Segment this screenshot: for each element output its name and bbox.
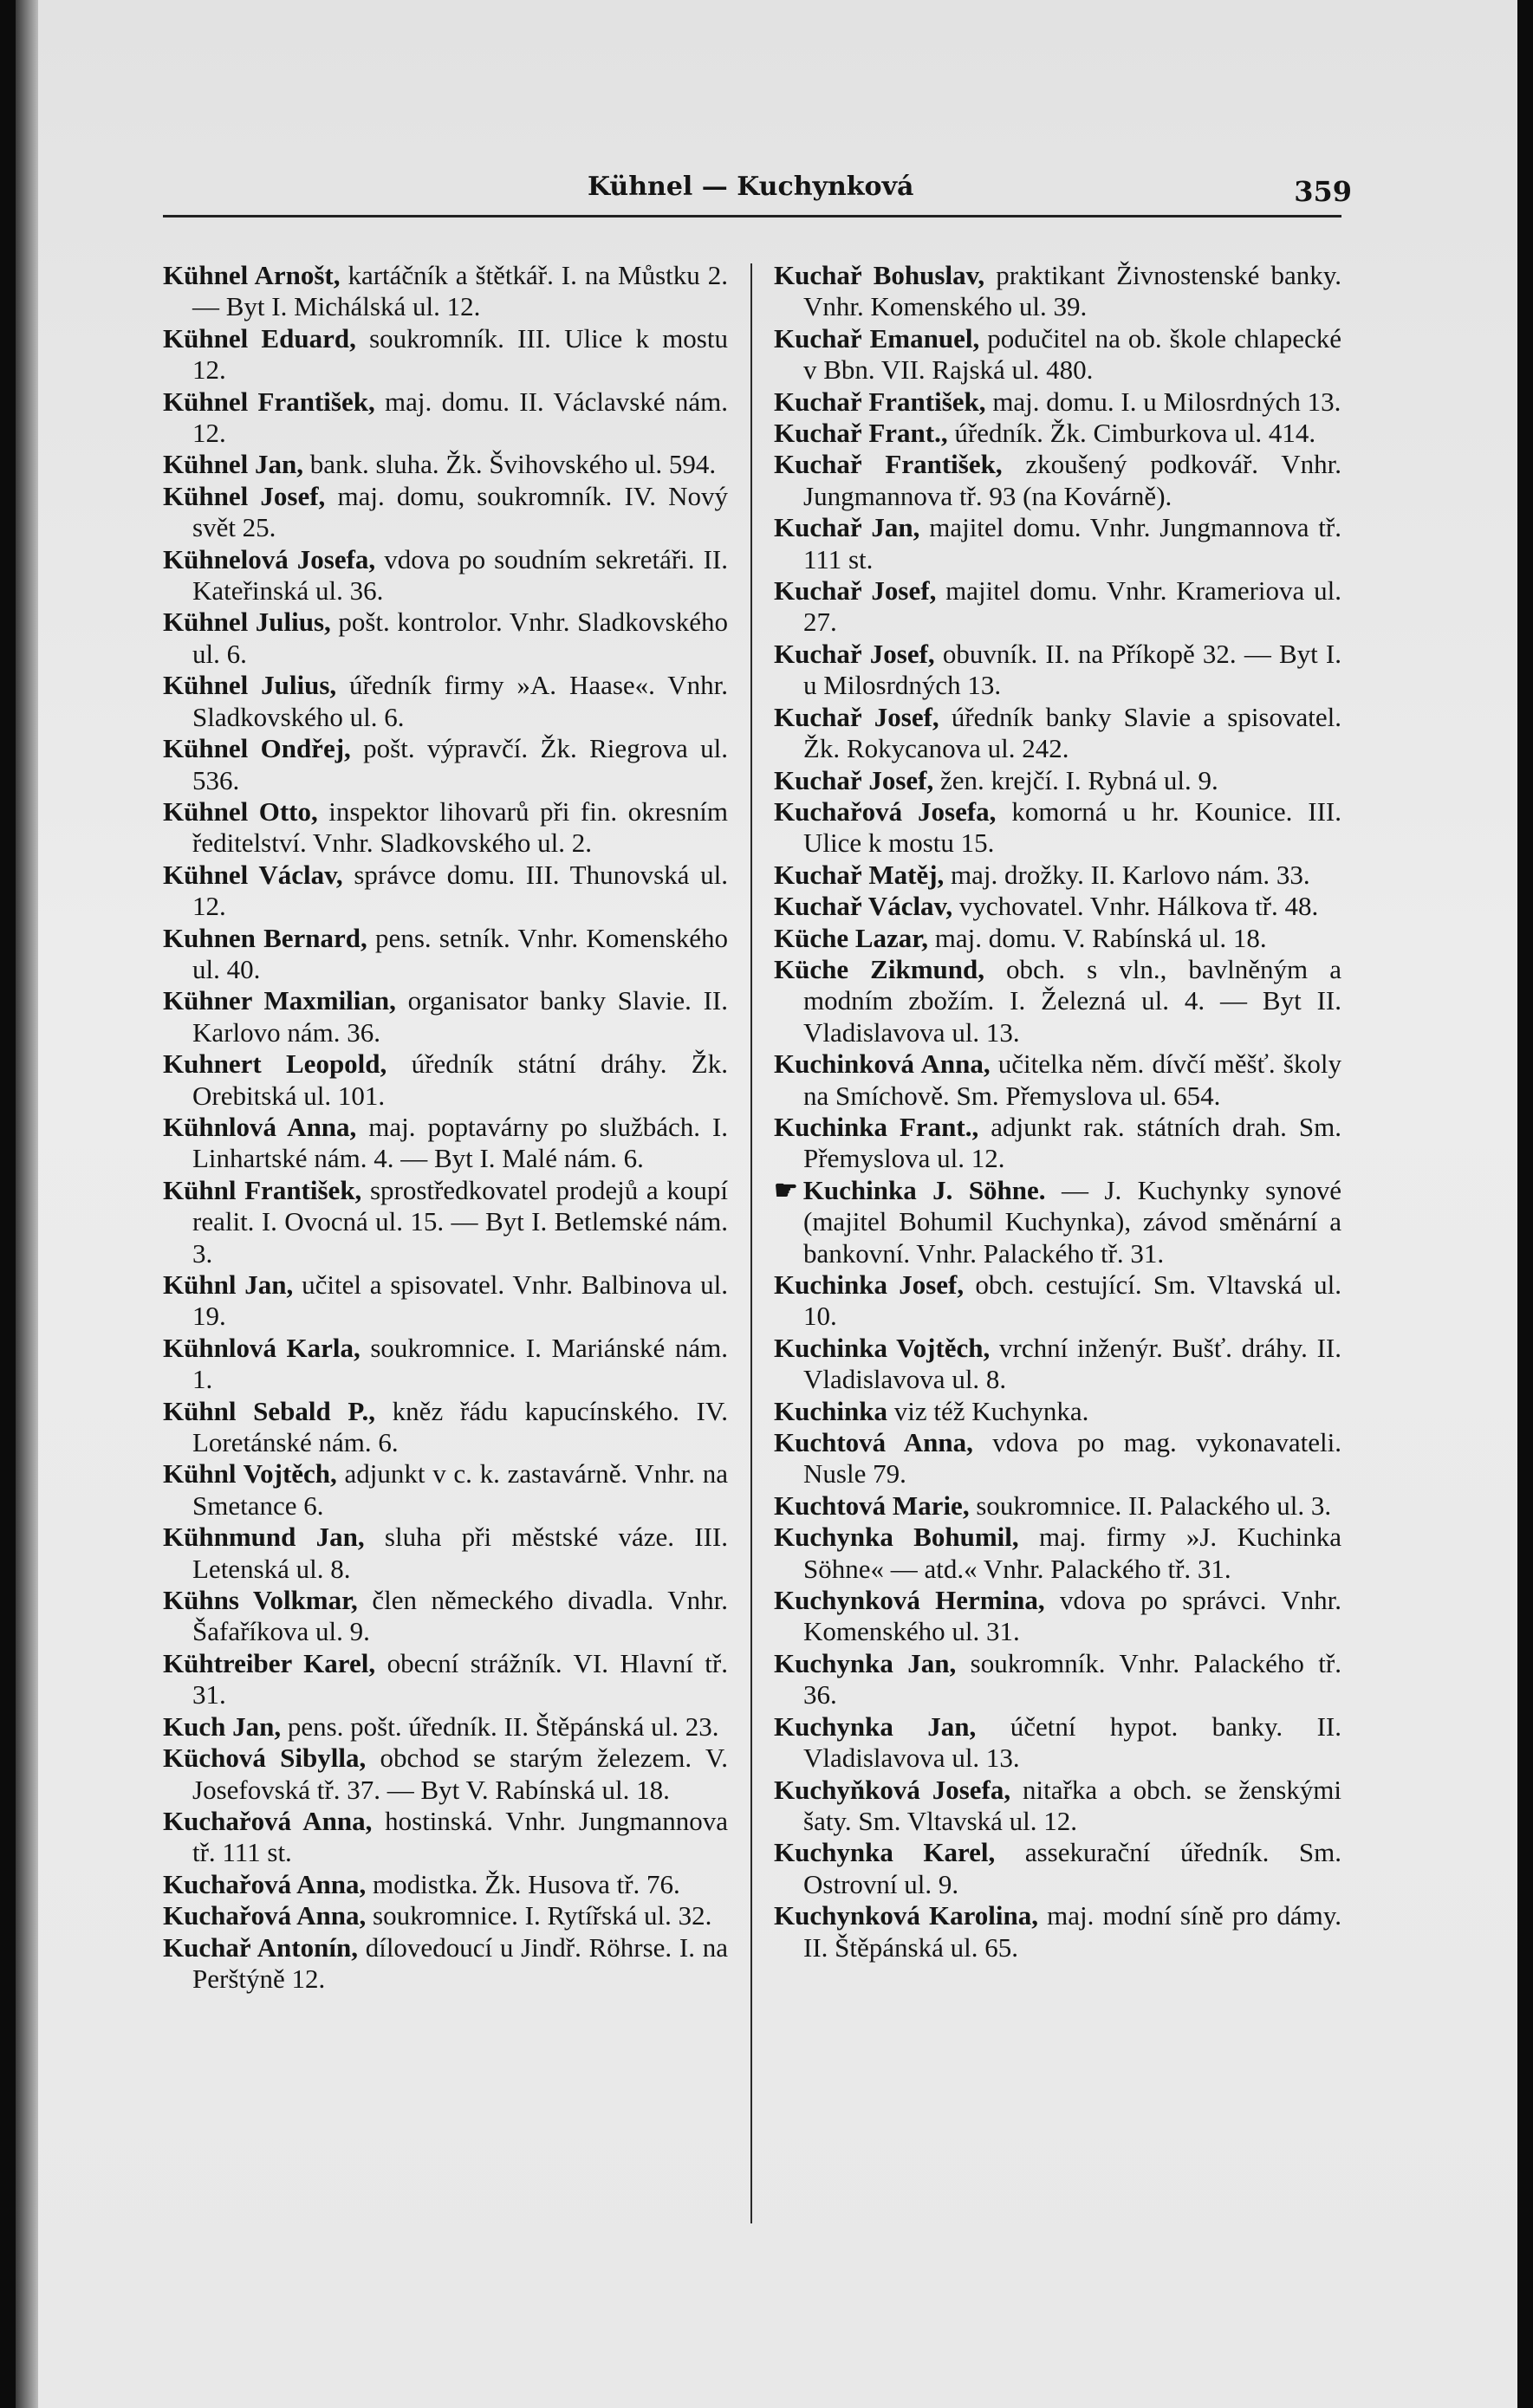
directory-entry: [163, 1269, 728, 1333]
header-rule: [163, 215, 1341, 217]
directory-entry: [163, 985, 728, 1048]
entry-details: žen. krejčí. I. Rybná ul. 9.: [933, 764, 1218, 795]
directory-entry: [774, 1837, 1341, 1900]
directory-entry: [163, 1648, 728, 1711]
directory-entry: [163, 923, 728, 986]
directory-entry: [163, 860, 728, 923]
directory-entry: [163, 1522, 728, 1585]
entry-details: adjunkt rak. státních drah. Sm. Přemyslova ul. 12.: [803, 1111, 1341, 1174]
directory-entry: [163, 1175, 728, 1269]
directory-entry: [163, 1869, 728, 1900]
directory-entry: [163, 1743, 728, 1806]
directory-entry: [774, 765, 1341, 796]
directory-entry: [774, 323, 1341, 386]
entry-details: vdova po soudním sekretáři. II. Kateřinská ul. 36.: [192, 543, 728, 607]
entry-name: Kuchařová Anna,: [163, 1900, 367, 1931]
entry-details: učitelka něm. dívčí měšť. školy na Smíchově. Sm. Přemyslova ul. 654.: [803, 1048, 1341, 1111]
entry-details: komorná u hr. Kounice. III. Ulice k mostu 15.: [803, 795, 1341, 859]
entry-name: Kuchtová Anna,: [774, 1427, 973, 1458]
directory-entry: [163, 733, 728, 796]
entry-name: Kuchinka Frant.,: [774, 1111, 979, 1142]
entry-name: Kuchař Josef,: [774, 575, 937, 607]
entry-name: Kühnelová Josefa,: [163, 543, 376, 574]
entry-name: Kuchař Jan,: [774, 512, 920, 543]
directory-entry: [163, 1112, 728, 1175]
entry-name: Kuchař Bohuslav,: [774, 260, 985, 290]
entry-name: Kuchař Frant.,: [774, 418, 948, 449]
entry-name: Kühnel Jan,: [163, 449, 303, 480]
directory-entry: [163, 1806, 728, 1869]
entry-details: kněz řádu kapucínského. IV. Loretánské nám. 6.: [192, 1395, 728, 1458]
entry-name: Kühnel Julius,: [163, 607, 331, 638]
directory-entry: [163, 796, 728, 860]
entry-details: vdova po správci. Vnhr. Komenského ul. 31.: [803, 1585, 1341, 1647]
entry-details: majitel domu. Vnhr. Jungmannova tř. 111 st.: [803, 512, 1341, 574]
entry-name: Kuchynka Jan,: [774, 1710, 977, 1742]
entry-name: Kuchynka Karel,: [774, 1837, 996, 1868]
entry-details: majitel domu. Vnhr. Krameriova ul. 27.: [803, 575, 1341, 638]
entry-details: sprostředkovatel prodejů a koupí realit. I. Ovocná ul. 15. — Byt I. Betlemské nám. 3.: [192, 1174, 728, 1269]
entry-name: Kuchař Antonín,: [163, 1931, 358, 1963]
entry-details: maj. drožky. II. Karlovo nám. 33.: [944, 859, 1310, 890]
directory-entry: [774, 1775, 1341, 1838]
entry-details: pošt. výpravčí. Žk. Riegrova ul. 536.: [192, 733, 728, 795]
entry-details: správce domu. III. Thunovská ul. 12.: [192, 859, 728, 922]
entry-details: pens. setník. Vnhr. Komenského ul. 40.: [192, 922, 728, 984]
directory-entry: [774, 1333, 1341, 1396]
directory-entry: [774, 639, 1341, 702]
entry-name: Kuchař Václav,: [774, 891, 953, 922]
entry-name: Kuchinka Vojtěch,: [774, 1332, 991, 1363]
directory-entry: [774, 1900, 1341, 1963]
entry-name: Küchová Sibylla,: [163, 1743, 367, 1774]
entry-details: vychovatel. Vnhr. Hálkova tř. 48.: [952, 891, 1319, 922]
entry-name: Kuch Jan,: [163, 1710, 282, 1742]
entry-name: Kühnel Otto,: [163, 795, 318, 827]
directory-entry: [163, 1932, 728, 1996]
directory-entry: [774, 512, 1341, 575]
directory-entry: [774, 418, 1341, 449]
directory-entry: [163, 670, 728, 733]
entry-details: vrchní inženýr. Bušť. dráhy. II. Vladislavova ul. 8.: [803, 1332, 1341, 1395]
entry-details: praktikant Živnostenské banky. Vnhr. Komenského ul. 39.: [803, 260, 1341, 322]
directory-entry: [774, 860, 1341, 891]
entry-name: Kühnmund Jan,: [163, 1522, 365, 1553]
entry-details: obchod se starým železem. V. Josefovská tř. 37. — Byt V. Rabínská ul. 18.: [192, 1743, 728, 1805]
entry-name: Kuchař Josef,: [774, 764, 934, 795]
entry-details: pošt. kontrolor. Vnhr. Sladkovského ul. 6.: [192, 607, 728, 669]
directory-entry: [163, 386, 728, 450]
entry-name: Kuchtová Marie,: [774, 1490, 970, 1521]
entry-name: Kühns Volkmar,: [163, 1585, 358, 1616]
entry-details: assekurační úředník. Sm. Ostrovní ul. 9.: [803, 1837, 1341, 1899]
entry-name: Kuchinka: [774, 1395, 887, 1426]
left-column: [163, 260, 728, 1995]
directory-entry: [774, 260, 1341, 323]
directory-entry: [774, 1175, 1341, 1269]
entry-name: Kühtreiber Karel,: [163, 1647, 376, 1678]
entry-details: maj. domu. I. u Milosrdných 13.: [985, 386, 1341, 417]
directory-entry: [774, 1490, 1341, 1522]
entry-name: Kuchynková Karolina,: [774, 1900, 1038, 1931]
entry-name: Kuchař František,: [774, 449, 1003, 480]
entry-name: Kuchař František,: [774, 386, 986, 417]
column-divider: [750, 263, 752, 2223]
entry-name: Kühnel Julius,: [163, 670, 337, 701]
entry-details: maj. domu, soukromník. IV. Nový svět 25.: [192, 480, 729, 543]
entry-details: maj. firmy »J. Kuchinka Söhne« — atd.« Vnhr. Palackého tř. 31.: [803, 1522, 1341, 1584]
entry-name: Kuchařová Anna,: [163, 1805, 373, 1836]
entry-details: učitel a spisovatel. Vnhr. Balbinova ul. 19.: [192, 1269, 728, 1332]
directory-entry: [774, 1269, 1341, 1333]
entry-name: Kuchynka Bohumil,: [774, 1522, 1019, 1553]
entry-details: nitařka a obch. se ženskými šaty. Sm. Vltavská ul. 12.: [803, 1774, 1342, 1836]
entry-name: Kuchařová Anna,: [163, 1868, 367, 1899]
entry-name: Kuhnert Leopold,: [163, 1048, 387, 1080]
entry-details: viz též Kuchynka.: [887, 1395, 1089, 1426]
entry-name: Kuchinková Anna,: [774, 1048, 991, 1080]
entry-details: soukromník. III. Ulice k mostu 12.: [192, 322, 728, 386]
directory-entry: [774, 796, 1341, 860]
entry-details: podučitel na ob. škole chlapecké v Bbn. VII. Rajská ul. 480.: [803, 322, 1341, 386]
directory-page: [16, 0, 1517, 2408]
directory-entry: [163, 1711, 728, 1743]
directory-entry: [163, 607, 728, 670]
entry-details: zkoušený podkovář. Vnhr. Jungmannova tř. 93 (na Kovárně).: [803, 449, 1341, 511]
entry-name: Kühnel Václav,: [163, 859, 343, 890]
directory-entry: [774, 386, 1341, 418]
entry-details: bank. sluha. Žk. Švihovského ul. 594.: [302, 449, 717, 480]
entry-details: úředník banky Slavie a spisovatel. Žk. Rokycanova ul. 242.: [803, 701, 1341, 764]
entry-name: Kühnl Sebald P.,: [163, 1395, 375, 1426]
directory-entry: [163, 1396, 728, 1459]
entry-details: modistka. Žk. Husova tř. 76.: [366, 1868, 680, 1899]
directory-entry: [163, 1048, 728, 1112]
entry-name: Kuchař Matěj,: [774, 859, 945, 890]
entry-details: obecní strážník. VI. Hlavní tř. 31.: [192, 1647, 728, 1710]
entry-name: Kühnl Jan,: [163, 1269, 294, 1300]
entry-name: Kühnlová Anna,: [163, 1111, 357, 1142]
entry-name: Kühnel Ondřej,: [163, 733, 351, 764]
right-column: [774, 260, 1341, 1963]
entry-details: obch. cestující. Sm. Vltavská ul. 10.: [803, 1269, 1341, 1332]
running-header: Kühnel — Kuchynková: [588, 172, 914, 202]
entry-details: soukromník. Vnhr. Palackého tř. 36.: [803, 1647, 1341, 1710]
entry-name: Kühner Maxmilian,: [163, 985, 396, 1016]
entry-details: kartáčník a štětkář. I. na Můstku 2. — Byt I. Michálská ul. 12.: [192, 260, 728, 322]
entry-details: úředník. Žk. Cimburkova ul. 414.: [947, 418, 1316, 449]
entry-name: Küche Zikmund,: [774, 953, 984, 984]
entry-details: obuvník. II. na Příkopě 32. — Byt I. u Milosrdných 13.: [803, 638, 1341, 701]
entry-details: účetní hypot. banky. II. Vladislavova ul. 13.: [803, 1710, 1342, 1774]
entry-name: Kuchař Josef,: [774, 638, 935, 669]
entry-name: Kuhnen Bernard,: [163, 922, 367, 953]
directory-entry: [774, 1396, 1341, 1427]
entry-name: Kühnel František,: [163, 386, 375, 417]
directory-entry: [774, 1585, 1341, 1648]
entry-details: úředník státní dráhy. Žk. Orebitská ul. 101.: [192, 1048, 728, 1111]
pointing-hand-icon: ☛: [774, 1174, 798, 1205]
directory-entry: [163, 481, 728, 544]
entry-details: inspektor lihovarů při fin. okresním ředitelství. Vnhr. Sladkovského ul. 2.: [192, 795, 728, 859]
entry-details: maj. domu. V. Rabínská ul. 18.: [927, 922, 1267, 953]
book-gutter: [16, 0, 38, 2408]
directory-entry: [774, 1711, 1341, 1775]
directory-entry: [774, 891, 1341, 922]
entry-details: úředník firmy »A. Haase«. Vnhr. Sladkovského ul. 6.: [192, 670, 729, 732]
directory-entry: [163, 1458, 728, 1522]
directory-entry: [774, 1427, 1341, 1490]
entry-name: Kuchař Josef,: [774, 701, 939, 732]
directory-entry: [774, 449, 1341, 512]
directory-entry: [774, 702, 1341, 765]
entry-details: člen německého divadla. Vnhr. Šafaříkova ul. 9.: [192, 1585, 728, 1647]
entry-name: Kuchař Emanuel,: [774, 322, 980, 354]
directory-entry: [774, 1648, 1341, 1711]
directory-entry: [774, 1048, 1341, 1112]
entry-details: soukromnice. I. Rytířská ul. 32.: [366, 1900, 712, 1931]
directory-entry: [163, 1900, 728, 1931]
directory-entry: [774, 923, 1341, 954]
entry-name: Kühnl František,: [163, 1174, 362, 1205]
entry-details: sluha při městské váze. III. Letenská ul. 8.: [192, 1522, 729, 1584]
entry-details: pens. pošt. úředník. II. Štěpánská ul. 23.: [281, 1710, 719, 1742]
entry-details: maj. domu. II. Václavské nám. 12.: [192, 386, 728, 449]
directory-entry: [163, 544, 728, 607]
entry-name: Küche Lazar,: [774, 922, 928, 953]
entry-details: hostinská. Vnhr. Jungmannova tř. 111 st.: [192, 1805, 728, 1868]
entry-details: maj. modní síně pro dámy. II. Štěpánská ul. 65.: [803, 1900, 1341, 1963]
entry-details: vdova po mag. vykonavateli. Nusle 79.: [803, 1427, 1341, 1490]
entry-name: Kuchinka Josef,: [774, 1269, 965, 1300]
entry-name: Kuchyňková Josefa,: [774, 1774, 1011, 1805]
directory-entry: [163, 323, 728, 386]
entry-name: Kühnel Arnošt,: [163, 260, 341, 290]
entry-details: obch. s vln., bavlněným a modním zbožím. I. Železná ul. 4. — Byt II. Vladislavova ul. 13.: [803, 953, 1341, 1048]
entry-name: Kühnlová Karla,: [163, 1332, 361, 1363]
entry-name: Kühnel Josef,: [163, 480, 326, 511]
directory-entry: [774, 954, 1341, 1048]
directory-entry: [774, 1522, 1341, 1585]
directory-entry: [163, 449, 728, 480]
entry-name: Kuchinka J. Söhne.: [802, 1174, 1046, 1205]
entry-details: soukromnice. I. Mariánské nám. 1.: [192, 1332, 728, 1395]
entry-details: soukromnice. II. Palackého ul. 3.: [969, 1490, 1332, 1521]
entry-name: Kühnl Vojtěch,: [163, 1458, 337, 1490]
entry-details: — J. Kuchynky synové (majitel Bohumil Kuchynka), závod směnární a bankovní. Vnhr. Palackého tř. 31.: [803, 1174, 1341, 1269]
page-number: 359: [1294, 175, 1352, 208]
entry-name: Kuchynková Hermina,: [774, 1585, 1045, 1616]
entry-details: organisator banky Slavie. II. Karlovo nám. 36.: [192, 985, 728, 1048]
directory-entry: [163, 260, 728, 323]
entry-name: Kühnel Eduard,: [163, 322, 356, 354]
entry-details: adjunkt v c. k. zastavárně. Vnhr. na Smetance 6.: [192, 1458, 728, 1521]
entry-details: dílovedoucí u Jindř. Röhrse. I. na Perštýně 12.: [192, 1931, 728, 1994]
directory-entry: [163, 1333, 728, 1396]
entry-name: Kuchynka Jan,: [774, 1647, 957, 1678]
directory-entry: [163, 1585, 728, 1648]
directory-entry: [774, 1112, 1341, 1175]
entry-details: maj. poptavárny po službách. I. Linhartské nám. 4. — Byt I. Malé nám. 6.: [192, 1111, 729, 1174]
entry-name: Kuchařová Josefa,: [774, 795, 997, 827]
directory-entry: [774, 575, 1341, 639]
